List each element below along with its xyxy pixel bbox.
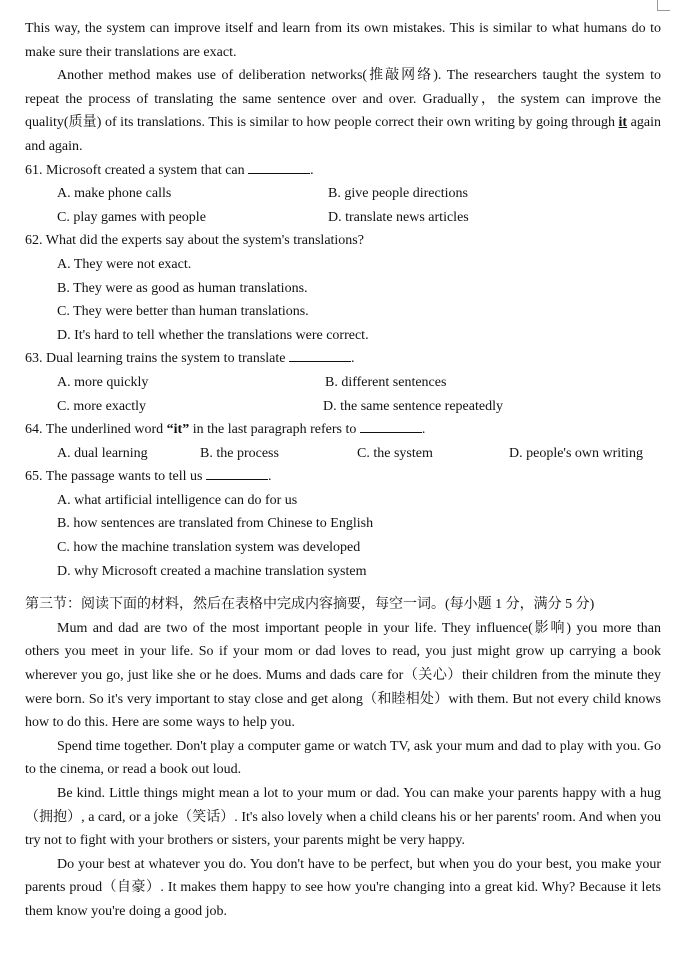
question-64-stem: 64. The underlined word “it” in the last paragraph refers to . [25, 422, 426, 438]
section-3-paragraph-2: Spend time together. Don't play a computer game or watch TV, ask your mum and dad to play with you. Go to the cinema, or read a book out loud. [25, 738, 661, 778]
document-page [25, 17, 661, 924]
option-65-a: A. what artificial intelligence can do for us [57, 492, 298, 508]
section-3-heading: 第三节：阅读下面的材料，然后在表格中完成内容摘要，每空一词。(每小题 1 分，满分 5 分) [25, 597, 595, 613]
option-64-b: B. the process [200, 445, 279, 461]
option-62-a: A. They were not exact. [57, 256, 192, 272]
question-63-stem: 63. Dual learning trains the system to translate . [25, 351, 355, 367]
question-63-options-row-1 [25, 371, 661, 395]
quoted-it: “it” [166, 422, 190, 438]
section-gap [25, 583, 661, 593]
option-63-a: A. more quickly [57, 374, 149, 390]
option-65-b: B. how sentences are translated from Chinese to English [57, 516, 374, 532]
answer-blank [360, 420, 422, 433]
option-61-c: C. play games with people [57, 209, 206, 225]
question-61-options-row-1 [25, 182, 661, 206]
passage-paragraph-2: Another method makes use of deliberation networks(推敲网络). The researchers taught the system to repeat the process of translating the same sentence over and over. Gradually，the system can improve the quality(质量) of its translations. This is similar to how people correct their own writing by going through it again and again. [25, 68, 661, 154]
option-65-d: D. why Microsoft created a machine translation system [57, 563, 367, 579]
question-61-stem: 61. Microsoft created a system that can . [25, 162, 314, 178]
section-3-paragraph-1: Mum and dad are two of the most important people in your life. They influence(影响) you more than others you meet in your life. So if your mom or dad loves to read, you just might grow up carrying a book wherever you go, just like she or he does. Mums and dads care for（关心）their children from the minute they were born. So it's very important to stay close and get along（和睦相处）with them. But not every child knows how to do this. Here are some ways to help you. [25, 620, 661, 731]
section-3-paragraph-4: Do your best at whatever you do. You don't have to be perfect, but when you do your best, you make your parents proud（自豪）. It makes them happy to see how you're changing into a great kid. Why? Because it lets them know you're doing a good job. [25, 856, 661, 919]
question-64-options-row [25, 442, 661, 466]
answer-blank [289, 349, 351, 362]
option-62-d: D. It's hard to tell whether the translations were correct. [57, 327, 369, 343]
option-64-a: A. dual learning [57, 445, 148, 461]
question-61-options-row-2 [25, 206, 661, 230]
option-64-c: C. the system [357, 445, 433, 461]
option-62-c: C. They were better than human translations. [57, 304, 309, 320]
page-corner-mark [657, 0, 670, 11]
underlined-it: it [618, 115, 628, 131]
option-63-b: B. different sentences [325, 374, 447, 390]
question-63-options-row-2 [25, 395, 661, 419]
question-65-stem: 65. The passage wants to tell us . [25, 469, 272, 485]
section-3-paragraph-3: Be kind. Little things might mean a lot to your mum or dad. You can make your parents happy with a hug（拥抱）, a card, or a joke（笑话）. It's also lovely when a child cleans his or her parents' room. And when you try not to fight with your brothers or sisters, your parents might be very happy. [25, 786, 661, 849]
option-65-c: C. how the machine translation system was developed [57, 540, 361, 556]
question-62-stem: 62. What did the experts say about the system's translations? [25, 233, 364, 249]
option-61-a: A. make phone calls [57, 186, 172, 202]
passage-paragraph-1: This way, the system can improve itself and learn from its own mistakes. This is similar to what humans do to make sure their translations are exact. [25, 21, 661, 60]
option-63-c: C. more exactly [57, 398, 147, 414]
option-63-d: D. the same sentence repeatedly [323, 398, 503, 414]
option-61-d: D. translate news articles [328, 209, 469, 225]
option-62-b: B. They were as good as human translations. [57, 280, 308, 296]
option-64-d: D. people's own writing [509, 445, 643, 461]
option-61-b: B. give people directions [328, 186, 468, 202]
answer-blank [248, 161, 310, 174]
answer-blank [206, 467, 268, 480]
